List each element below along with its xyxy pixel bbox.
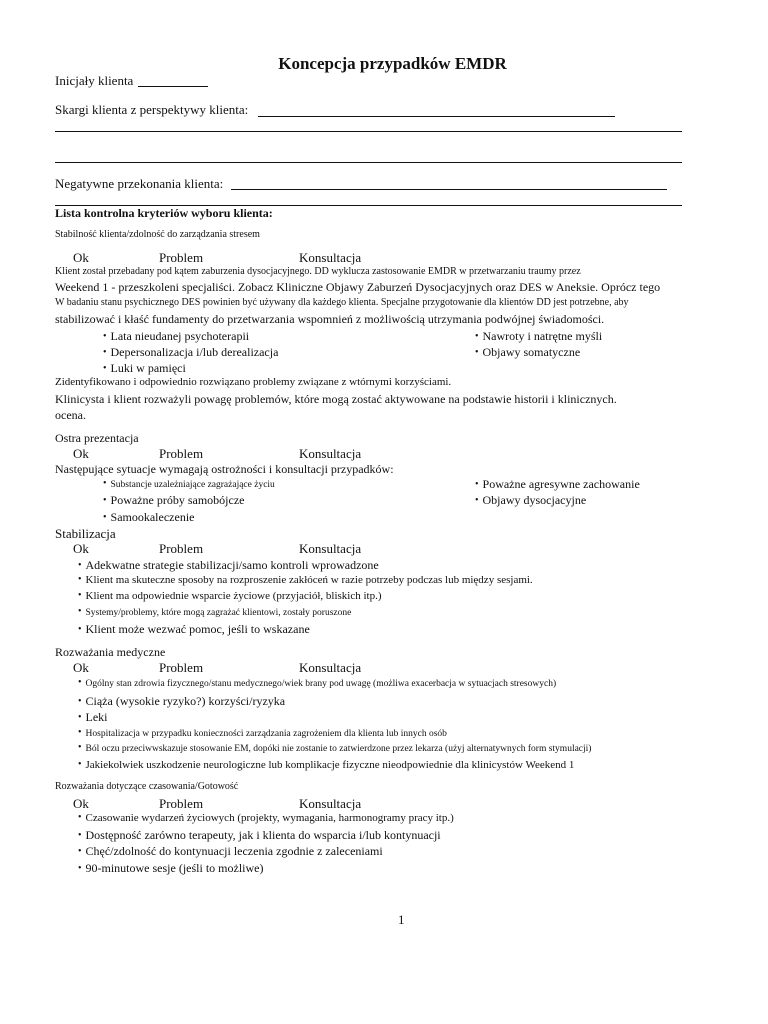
stabilization-heading: Stabilizacja <box>55 526 116 541</box>
stability-problem[interactable]: Problem <box>159 250 204 265</box>
complaints-label: Skargi klienta z perspektywy klienta: <box>55 102 249 117</box>
list-item: • Hospitalizacja w przypadku konieczności zarządzania zagrożeniem dla klienta lub innych osób <box>78 728 447 739</box>
stability-text-5: Zidentyfikowano i odpowiednio rozwiązano problemy związane z wtórnymi korzyściami. <box>55 376 452 388</box>
timing-heading: Rozważania dotyczące czasowania/Gotowość <box>55 781 239 792</box>
medical-heading: Rozważania medyczne <box>55 645 166 659</box>
stabilization-consult[interactable]: Konsultacja <box>299 541 362 556</box>
negative-beliefs-label: Negatywne przekonania klienta: <box>55 176 224 191</box>
list-item: • 90-minutowe sesje (jeśli to możliwe) <box>78 861 263 876</box>
list-item: • Czasowanie wydarzeń życiowych (projekty, wymagania, harmonogramy pracy itp.) <box>78 812 454 824</box>
list-item: • Ból oczu przeciwwskazuje stosowanie EM, dopóki nie zostanie to zatwierdzone przez lekarza (użyj alternatywnych form stymulacji) <box>78 743 591 754</box>
list-item: • Ciąża (wysokie ryzyko?) korzyści/ryzyka <box>78 694 285 709</box>
list-item: • Jakiekolwiek uszkodzenie neurologiczne lub komplikacje fizyczne nieodpowiednie dla klinicystów Weekend 1 <box>78 759 574 771</box>
stability-text-4: stabilizować i kłaść fundamenty do przetwarzania wspomnień z możliwością utrzymania podwójnej świadomości. <box>55 312 605 326</box>
list-item: • Poważne próby samobójcze <box>103 493 244 508</box>
list-item: • Objawy dysocjacyjne <box>475 493 586 508</box>
timing-problem[interactable]: Problem <box>159 796 204 811</box>
medical-consult[interactable]: Konsultacja <box>299 660 362 675</box>
list-item: • Dostępność zarówno terapeuty, jak i klienta do wsparcia i/lub kontynuacji <box>78 828 441 843</box>
acute-problem[interactable]: Problem <box>159 446 204 461</box>
page-number: 1 <box>398 912 405 927</box>
initials-field[interactable] <box>138 86 208 87</box>
acute-intro: Następujące sytuacje wymagają ostrożności i konsultacji przypadków: <box>55 462 394 476</box>
list-item: • Samookaleczenie <box>103 510 194 525</box>
timing-consult[interactable]: Konsultacja <box>299 796 362 811</box>
stability-text-2: Weekend 1 - przeszkoleni specjaliści. Zobacz Kliniczne Objawy Zaburzeń Dysocjacyjnych oraz DES w Aneksie. Oprócz tego <box>55 280 661 294</box>
stability-text-3: W badaniu stanu psychicznego DES powinien być używany dla każdego klienta. Specjalne przygotowanie dla klientów DD jest potrzebne, aby <box>55 297 629 308</box>
list-item: • Lata nieudanej psychoterapii <box>103 329 249 344</box>
stabilization-ok[interactable]: Ok <box>73 541 89 556</box>
document-title: Koncepcja przypadków EMDR <box>278 54 507 73</box>
complaints-field[interactable] <box>258 116 615 117</box>
list-item: • Nawroty i natrętne myśli <box>475 329 602 344</box>
acute-ok[interactable]: Ok <box>73 446 89 461</box>
list-item: • Objawy somatyczne <box>475 345 580 360</box>
stability-ok[interactable]: Ok <box>73 250 89 265</box>
list-item: • Leki <box>78 710 108 725</box>
stability-text-1: Klient został przebadany pod kątem zaburzenia dysocjacyjnego. DD wyklucza zastosowanie EMDR w przetwarzaniu traumy przez <box>55 266 581 277</box>
acute-heading: Ostra prezentacja <box>55 431 139 445</box>
list-item: • Poważne agresywne zachowanie <box>475 477 640 492</box>
stability-text-7: ocena. <box>55 408 86 422</box>
stability-text-6: Klinicysta i klient rozważyli powagę problemów, które mogą zostać aktywowane na podstawie historii i klinicznych. <box>55 392 617 406</box>
timing-ok[interactable]: Ok <box>73 796 89 811</box>
list-item: • Chęć/zdolność do kontynuacji leczenia zgodnie z zaleceniami <box>78 844 383 859</box>
acute-consult[interactable]: Konsultacja <box>299 446 362 461</box>
list-item: • Luki w pamięci <box>103 361 186 376</box>
initials-label: Inicjały klienta <box>55 73 134 88</box>
list-item: • Klient ma skuteczne sposoby na rozproszenie zakłóceń w razie potrzeby podczas lub między sesjami. <box>78 574 533 586</box>
negative-beliefs-field[interactable] <box>231 189 667 190</box>
list-item: • Klient ma odpowiednie wsparcie życiowe (przyjaciół, bliskich itp.) <box>78 590 382 602</box>
list-item: • Substancje uzależniające zagrażające życiu <box>103 479 275 490</box>
list-item: • Systemy/problemy, które mogą zagrażać klientowi, zostały poruszone <box>78 607 351 618</box>
stabilization-problem[interactable]: Problem <box>159 541 204 556</box>
list-item: • Depersonalizacja i/lub derealizacja <box>103 345 278 360</box>
complaints-field-line-3[interactable] <box>55 162 682 163</box>
checklist-heading: Lista kontrolna kryteriów wyboru klienta: <box>55 206 273 220</box>
list-item: • Klient może wezwać pomoc, jeśli to wskazane <box>78 622 310 637</box>
medical-ok[interactable]: Ok <box>73 660 89 675</box>
list-item: • Ogólny stan zdrowia fizycznego/stanu medycznego/wiek brany pod uwagę (możliwa exacerbacja w sytuacjach stresowych) <box>78 678 556 689</box>
stability-heading: Stabilność klienta/zdolność do zarządzania stresem <box>55 229 260 240</box>
list-item: • Adekwatne strategie stabilizacji/samo kontroli wprowadzone <box>78 558 379 573</box>
stability-consult[interactable]: Konsultacja <box>299 250 362 265</box>
medical-problem[interactable]: Problem <box>159 660 204 675</box>
complaints-field-line-2[interactable] <box>55 131 682 132</box>
